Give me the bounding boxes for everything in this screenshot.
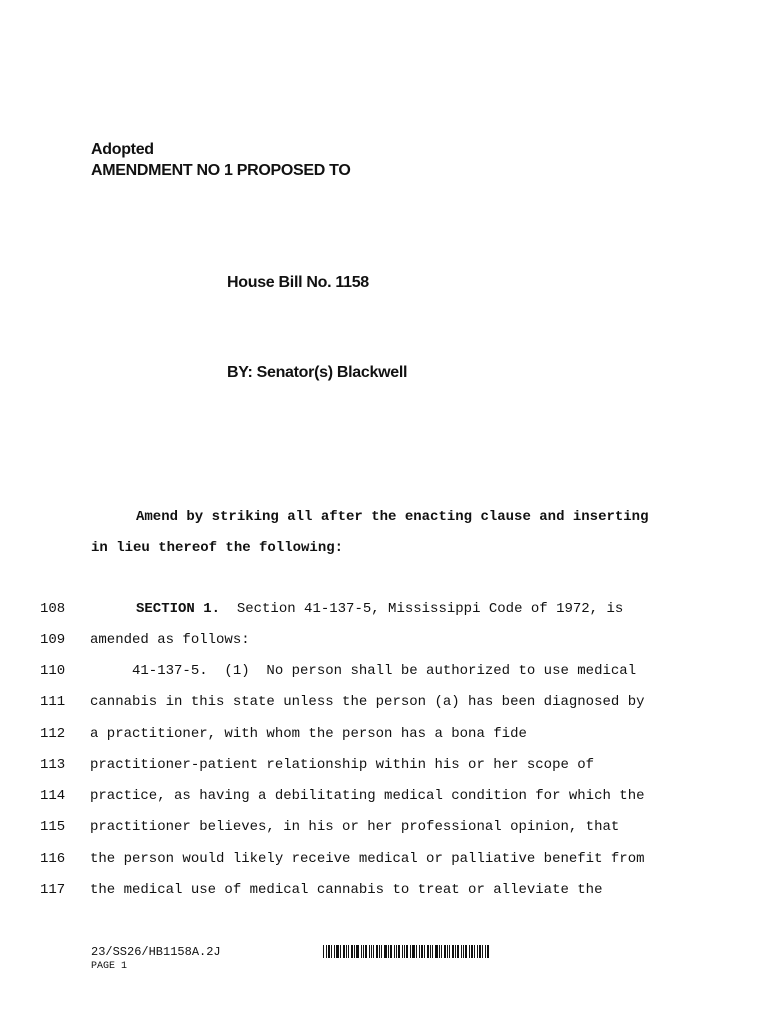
line-number: 113 xyxy=(40,757,66,773)
line-108 xyxy=(136,601,623,617)
barcode xyxy=(323,945,490,958)
section-label: SECTION 1. xyxy=(136,601,221,617)
line-text: cannabis in this state unless the person (a) has been diagnosed by xyxy=(90,694,645,710)
line-text: practitioner-patient relationship within his or her scope of xyxy=(90,757,595,773)
line-number: 110 xyxy=(40,663,66,679)
intro-line-1: Amend by striking all after the enacting clause and inserting xyxy=(136,509,649,525)
line-text: 41-137-5. (1) No person shall be authorized to use medical xyxy=(90,663,637,679)
line-number: 114 xyxy=(40,788,66,804)
page-number: PAGE 1 xyxy=(91,961,128,972)
line-number: 108 xyxy=(40,601,66,617)
line-number: 117 xyxy=(40,882,66,898)
intro-line-2: in lieu thereof the following: xyxy=(91,540,344,556)
line-number: 115 xyxy=(40,819,66,835)
line-text: amended as follows: xyxy=(90,632,250,648)
line-text: practitioner believes, in his or her professional opinion, that xyxy=(90,819,620,835)
bill-number: House Bill No. 1158 xyxy=(227,274,369,291)
line-text: the medical use of medical cannabis to treat or alleviate the xyxy=(90,882,603,898)
line-number: 112 xyxy=(40,726,66,742)
line-text: the person would likely receive medical or palliative benefit from xyxy=(90,851,645,867)
document-code: 23/SS26/HB1158A.2J xyxy=(91,945,221,959)
section-text-rest: Section 41-137-5, Mississippi Code of 1972, is xyxy=(236,601,624,617)
sponsor-line: BY: Senator(s) Blackwell xyxy=(227,364,408,381)
section-text xyxy=(220,601,237,617)
amendment-title: AMENDMENT NO 1 PROPOSED TO xyxy=(91,162,351,179)
adopted-status: Adopted xyxy=(91,141,154,158)
line-number: 109 xyxy=(40,632,66,648)
line-text: practice, as having a debilitating medical condition for which the xyxy=(90,788,645,804)
line-text: a practitioner, with whom the person has a bona fide xyxy=(90,726,527,742)
line-number: 111 xyxy=(40,694,66,710)
line-number: 116 xyxy=(40,851,66,867)
